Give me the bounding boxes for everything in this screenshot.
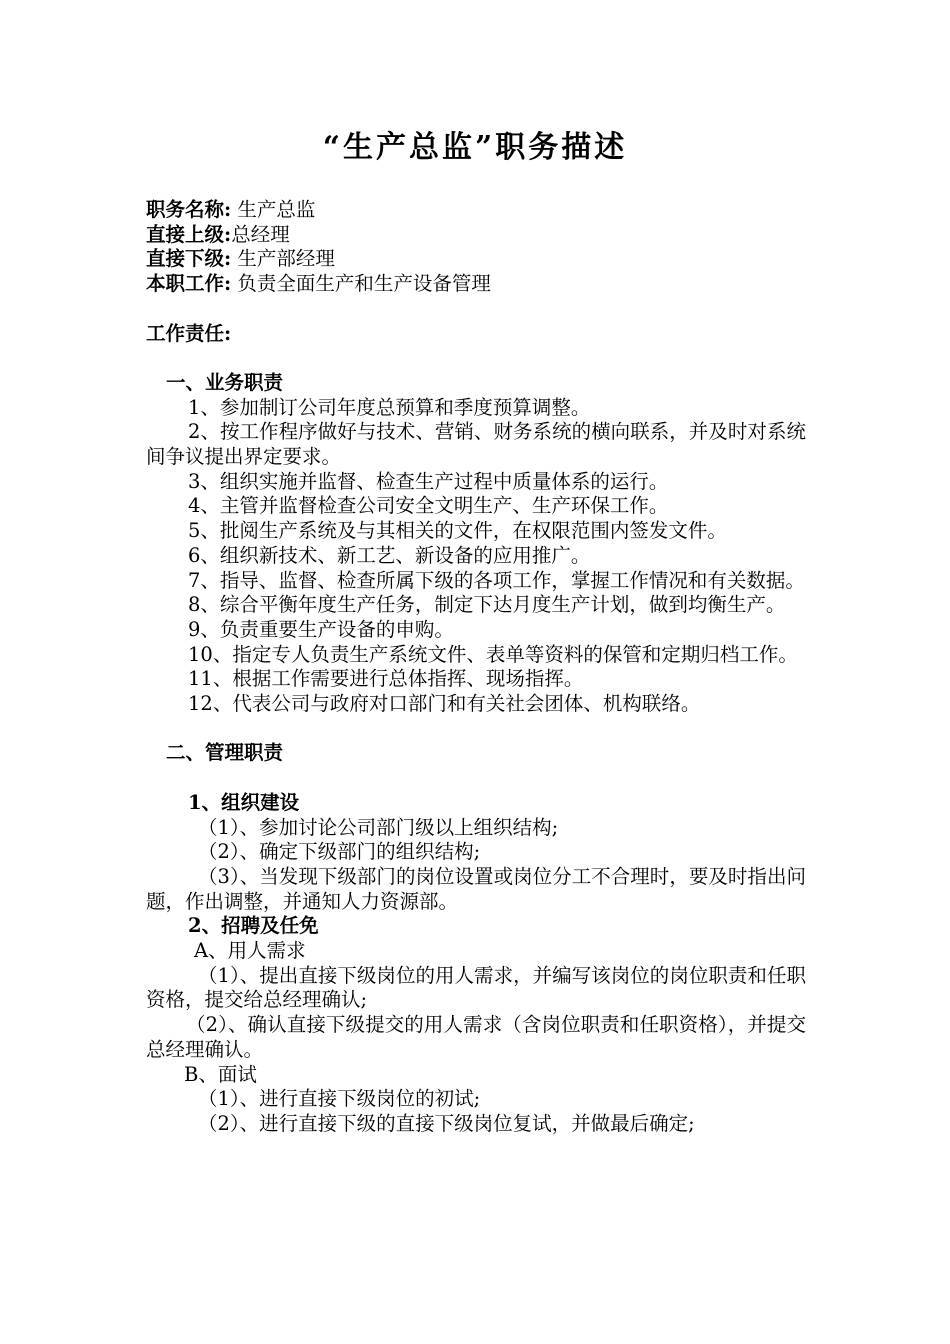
info-value: 负责全面生产和生产设备管理 [237,272,491,296]
spacer [146,346,806,371]
spacer [146,717,806,742]
list-item: 12、代表公司与政府对口部门和有关社会团体、机构联络。 [188,692,701,716]
responsibilities-heading: 工作责任: [146,321,232,345]
info-value: 生产部经理 [237,247,335,271]
part-heading-interview: B、面试 [184,1062,257,1086]
list-item: 4、主管并监督检查公司安全文明生产、生产环保工作。 [188,494,669,518]
part-heading-staffing-needs: A、用人需求 [194,939,306,963]
info-duty [146,272,806,297]
info-superior [146,223,806,248]
info-label: 职务名称: [146,198,232,221]
list-item: （1）、进行直接下级岗位的初试; [198,1087,481,1111]
list-item: （2）、确认直接下级提交的用人需求（含岗位职责和任职资格），并提交总经理确认。 [146,1013,806,1061]
list-item: 5、批阅生产系统及与其相关的文件，在权限范围内签发文件。 [188,519,727,543]
list-item: 7、指导、监督、检查所属下级的各项工作，掌握工作情况和有关数据。 [188,568,805,592]
spacer [146,766,806,791]
info-value: 生产总监 [237,198,316,221]
list-item: （1）、参加讨论公司部门级以上组织结构; [198,815,559,839]
list-item: （2）、确定下级部门的组织结构; [198,840,481,864]
list-item: 8、综合平衡年度生产任务，制定下达月度生产计划，做到均衡生产。 [188,593,786,617]
list-item: 1、参加制订公司年度总预算和季度预算调整。 [188,395,591,419]
list-item: 6、组织新技术、新工艺、新设备的应用推广。 [188,543,591,567]
list-item: 11、根据工作需要进行总体指挥、现场指挥。 [188,667,584,691]
section-heading-business: 一、业务职责 [166,370,284,394]
info-job-name [146,198,806,223]
list-item: 2、按工作程序做好与技术、营销、财务系统的横向联系，并及时对系统间争议提出界定要求。 [146,420,806,468]
subsection-heading-recruitment: 2、招聘及任免 [188,914,319,938]
section-heading-management: 二、管理职责 [166,741,284,765]
subsection-heading-organization: 1、组织建设 [188,790,300,814]
document-title: “生产总监”职务描述 [322,130,628,165]
info-subordinate [146,247,806,272]
spacer [146,297,806,322]
list-item: 10、指定专人负责生产系统文件、表单等资料的保管和定期归档工作。 [188,642,798,666]
document-body [146,198,806,1137]
list-item: 9、负责重要生产设备的申购。 [188,617,454,641]
info-label: 直接上级: [146,222,232,246]
list-item: （2）、进行直接下级的直接下级岗位复试，并做最后确定; [198,1111,695,1135]
info-label: 直接下级: [146,247,232,271]
list-item: 3、组织实施并监督、检查生产过程中质量体系的运行。 [188,469,669,493]
list-item: （3）、当发现下级部门的岗位设置或岗位分工不合理时，要及时指出问题，作出调整，并通知人力资源部。 [146,864,806,913]
info-label: 本职工作: [146,272,232,296]
info-value: 总经理 [231,222,290,246]
list-item: （1）、提出直接下级岗位的用人需求，并编写该岗位的岗位职责和任职资格，提交给总经理确认; [146,963,806,1012]
